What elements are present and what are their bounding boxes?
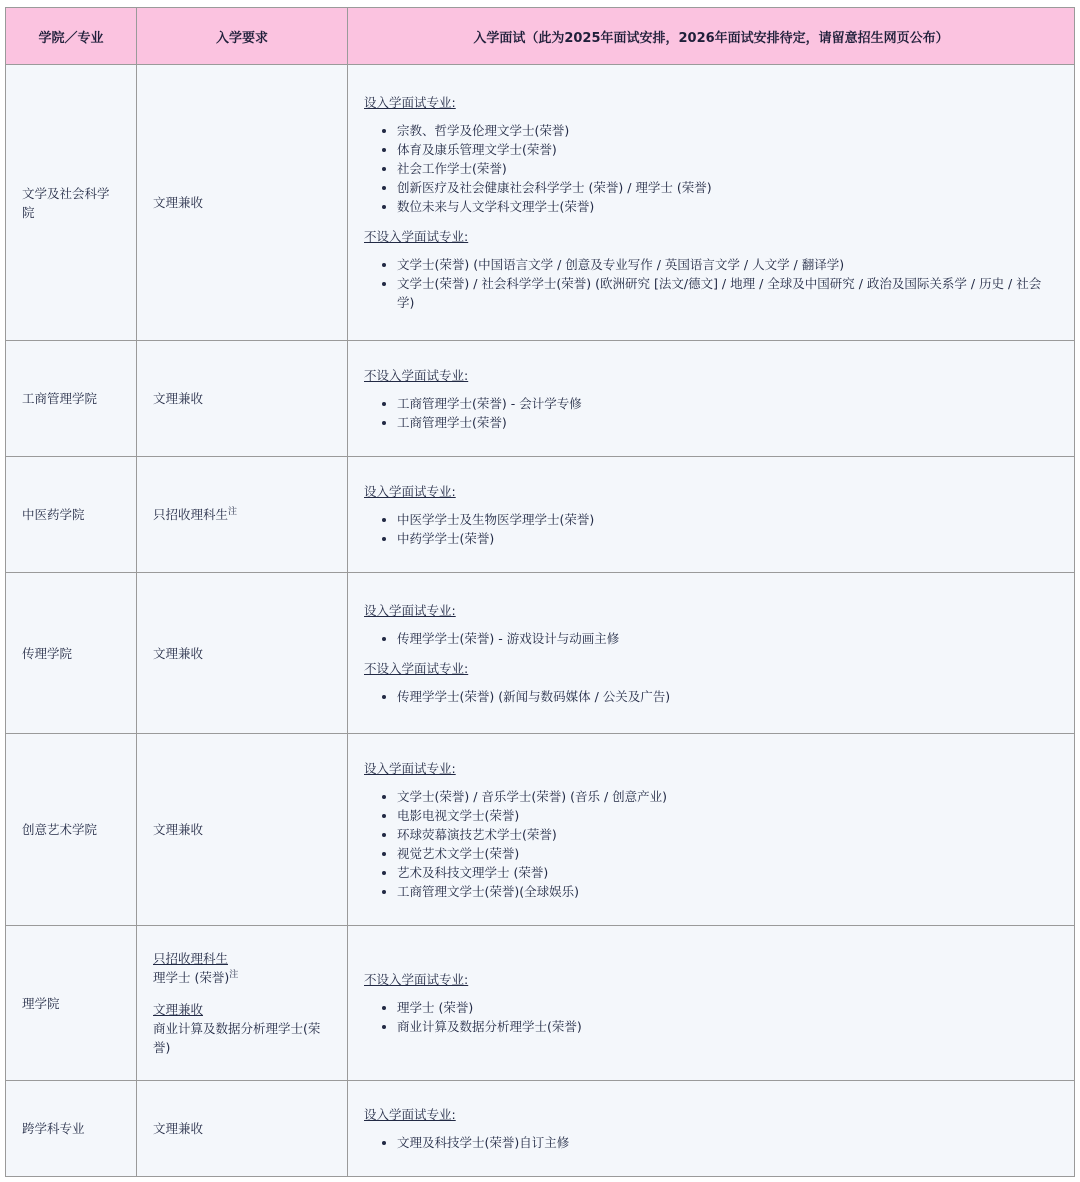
table-row	[6, 65, 1075, 341]
interview-cell	[348, 1081, 1075, 1177]
interview-cell	[348, 573, 1075, 734]
programme-item: • 环球荧幕演技艺术学士(荣誉)	[397, 825, 1058, 844]
requirement-note: 注	[228, 506, 238, 517]
table-row	[6, 1081, 1075, 1177]
interview-group-label: 设入学面试专业:	[364, 1107, 456, 1122]
faculty-cell: 工商管理学院	[6, 341, 137, 457]
programme-item: • 中医学学士及生物医学理学士(荣誉)	[397, 510, 1058, 529]
faculty-cell: 中医药学院	[6, 457, 137, 573]
requirement-cell: 文理兼收	[137, 1081, 348, 1177]
header-row	[6, 8, 1075, 65]
faculty-cell: 传理学院	[6, 573, 137, 734]
requirement-cell: 文理兼收	[137, 734, 348, 926]
interview-cell	[348, 457, 1075, 573]
programme-item: • 艺术及科技文理学士 (荣誉)	[397, 863, 1058, 882]
faculty-cell: 理学院	[6, 926, 137, 1081]
programme-item: • 体育及康乐管理文学士(荣誉)	[397, 140, 1058, 159]
programme-list	[364, 255, 1058, 312]
programme-list	[364, 787, 1058, 901]
requirement-gap	[153, 987, 331, 1000]
programme-item: • 文学士(荣誉) / 社会科学学士(荣誉) (欧洲研究 [法文/德文] / 地理 / 全球及中国研究 / 政治及国际关系学 / 历史 / 社会学)	[397, 274, 1058, 312]
interview-group-label: 不设入学面试专业:	[364, 367, 469, 383]
programme-list	[364, 629, 1058, 648]
table-row	[6, 926, 1075, 1081]
header-faculty: 学院／专业	[6, 8, 137, 65]
admission-table	[5, 7, 1075, 1177]
programme-list	[364, 121, 1058, 216]
interview-cell	[348, 341, 1075, 457]
programme-item: • 宗教、哲学及伦理文学士(荣誉)	[397, 121, 1058, 140]
programme-item: • 数位未来与人文学科文理学士(荣誉)	[397, 197, 1058, 216]
requirement-title: 只招收理科生	[153, 951, 229, 966]
interview-cell	[348, 734, 1075, 926]
faculty-cell: 文学及社会科学院	[6, 65, 137, 341]
programme-item: • 商业计算及数据分析理学士(荣誉)	[397, 1017, 1058, 1036]
interview-group-label: 不设入学面试专业:	[364, 229, 469, 244]
interview-group-label: 设入学面试专业:	[364, 760, 456, 776]
requirement-cell: 文理兼收	[137, 341, 348, 457]
requirement-note: 注	[229, 969, 239, 980]
programme-item: • 中药学学士(荣誉)	[397, 529, 1058, 548]
table-row	[6, 341, 1075, 457]
programme-item: • 工商管理学士(荣誉) - 会计学专修	[397, 394, 1058, 413]
interview-cell	[348, 65, 1075, 341]
table-row	[6, 573, 1075, 734]
programme-item: • 理学士 (荣誉)	[397, 998, 1058, 1017]
programme-item: • 文学士(荣誉) / 音乐学士(荣誉) (音乐 / 创意产业)	[397, 787, 1058, 806]
programme-item: • 工商管理文学士(荣誉)(全球娱乐)	[397, 882, 1058, 901]
interview-group-label: 设入学面试专业:	[364, 483, 456, 499]
requirement-text: 理学士 (荣誉)$^注$	[153, 969, 239, 985]
programme-item: • 传理学学士(荣誉) - 游戏设计与动画主修	[397, 629, 1058, 648]
table-row	[6, 734, 1075, 926]
programme-list	[364, 1133, 1058, 1152]
programme-list	[364, 687, 1058, 706]
programme-item: • 创新医疗及社会健康社会科学学士 (荣誉) / 理学士 (荣誉)	[397, 178, 1058, 197]
requirement-text: 商业计算及数据分析理学士(荣誉)	[153, 1021, 321, 1055]
interview-group-label: 设入学面试专业:	[364, 602, 456, 618]
programme-list	[364, 998, 1058, 1036]
programme-item: • 文理及科技学士(荣誉)自订主修	[397, 1133, 1058, 1152]
requirement-cell: 只招收理科生$^注$	[137, 457, 348, 573]
interview-group-label: 不设入学面试专业:	[364, 972, 469, 987]
programme-item: • 传理学学士(荣誉) (新闻与数码媒体 / 公关及广告)	[397, 687, 1058, 706]
table-row	[6, 457, 1075, 573]
programme-item: • 电影电视文学士(荣誉)	[397, 806, 1058, 825]
interview-cell	[348, 926, 1075, 1081]
faculty-cell: 跨学科专业	[6, 1081, 137, 1177]
header-requirement: 入学要求	[137, 8, 348, 65]
programme-list	[364, 510, 1058, 548]
programme-item: • 工商管理学士(荣誉)	[397, 413, 1058, 432]
interview-group-label: 不设入学面试专业:	[364, 660, 469, 676]
requirement-cell: 文理兼收	[137, 573, 348, 734]
interview-group-label: 设入学面试专业:	[364, 95, 456, 110]
requirement-cell	[137, 926, 348, 1081]
faculty-cell: 创意艺术学院	[6, 734, 137, 926]
header-interview: 入学面试（此为2025年面试安排，2026年面试安排待定，请留意招生网页公布）	[348, 8, 1075, 65]
programme-item: • 社会工作学士(荣誉)	[397, 159, 1058, 178]
programme-item: • 视觉艺术文学士(荣誉)	[397, 844, 1058, 863]
programme-list	[364, 394, 1058, 432]
requirement-title: 文理兼收	[153, 1002, 204, 1017]
requirement-cell: 文理兼收	[137, 65, 348, 341]
programme-item: • 文学士(荣誉) (中国语言文学 / 创意及专业写作 / 英国语言文学 / 人文学 / 翻译学)	[397, 255, 1058, 274]
